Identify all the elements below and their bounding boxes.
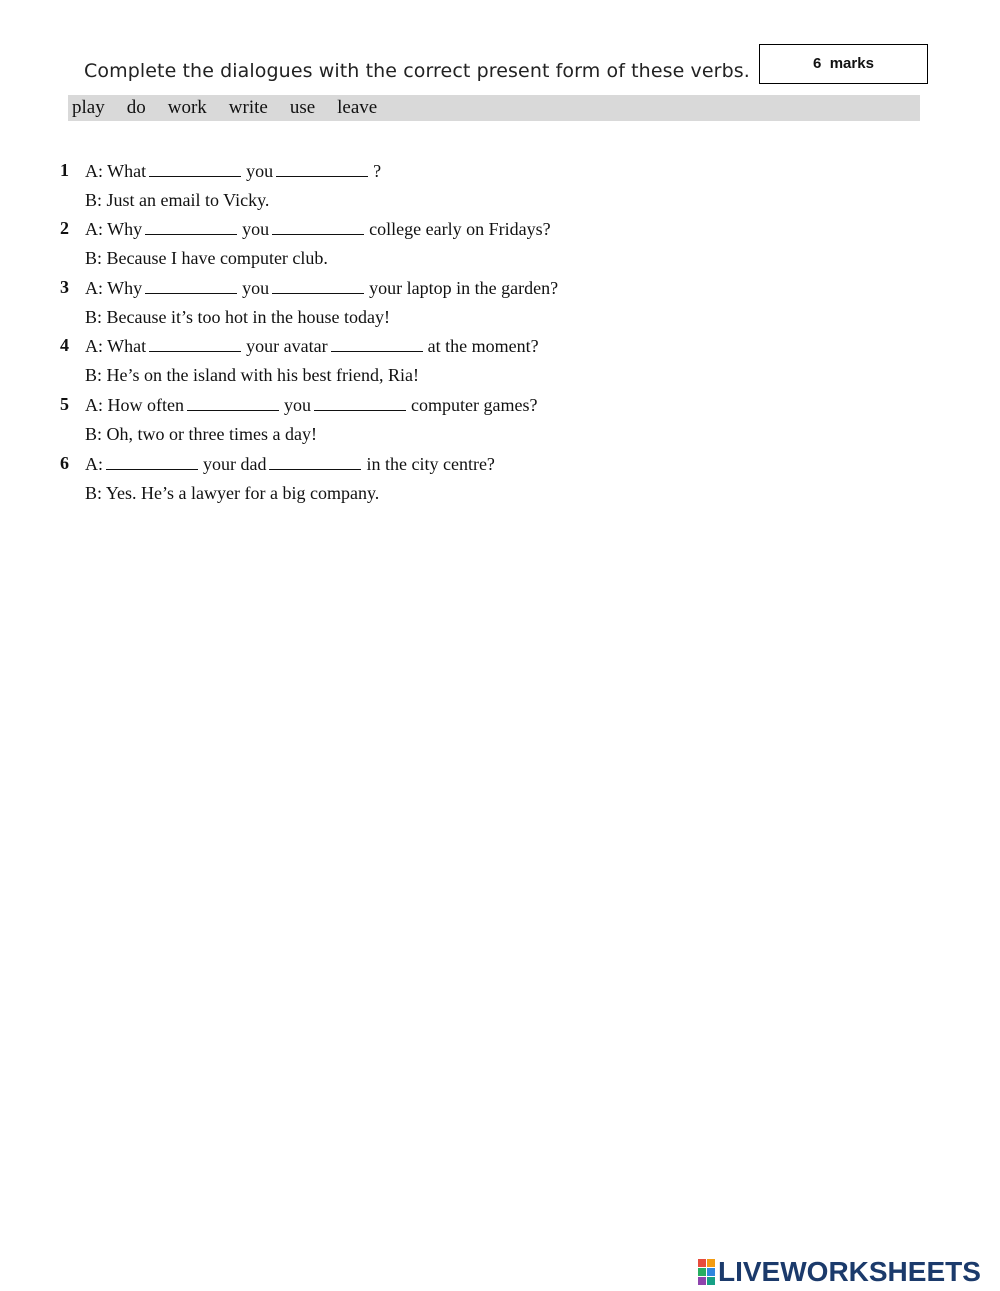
text-part: in the city centre? [366, 454, 495, 474]
word-bank-item: do [126, 97, 146, 118]
logo-block [707, 1268, 715, 1276]
line-b: B: Because I have computer club. [85, 248, 328, 268]
item-number: 3 [60, 277, 69, 297]
line-b: B: Because it’s too hot in the house today! [85, 307, 390, 327]
text-part: you [242, 219, 270, 239]
text-part: A: [85, 454, 103, 474]
item-number: 2 [60, 218, 69, 238]
answer-blank[interactable] [145, 219, 237, 235]
answer-blank[interactable] [269, 454, 361, 470]
line-a [85, 160, 381, 182]
answer-blank[interactable] [272, 219, 364, 235]
answer-blank[interactable] [145, 278, 237, 294]
item-number: 5 [60, 394, 69, 414]
item-number: 4 [60, 335, 69, 355]
text-part: ? [373, 161, 382, 181]
line-a [85, 394, 537, 416]
text-part: your avatar [246, 336, 328, 356]
line-a [85, 218, 551, 240]
line-a [85, 277, 558, 299]
word-bank-item: play [72, 97, 105, 118]
logo-block [698, 1259, 706, 1267]
answer-blank[interactable] [331, 336, 423, 352]
line-b: B: He’s on the island with his best friend, Ria! [85, 365, 419, 385]
text-part: your laptop in the garden? [369, 278, 559, 298]
answer-blank[interactable] [106, 454, 198, 470]
text-part: you [246, 161, 274, 181]
text-part: at the moment? [427, 336, 539, 356]
item-number: 1 [60, 160, 69, 180]
text-part: college early on Fridays? [369, 219, 551, 239]
logo-text: LIVEWORKSHEETS [718, 1256, 981, 1287]
item-number: 6 [60, 453, 69, 473]
word-bank [68, 95, 920, 121]
answer-blank[interactable] [276, 161, 368, 177]
word-bank-item: work [167, 97, 207, 118]
line-a [85, 453, 495, 475]
text-part: A: What [85, 161, 147, 181]
text-part: you [283, 395, 311, 415]
line-b: B: Just an email to Vicky. [85, 190, 270, 210]
logo-block [707, 1259, 715, 1267]
answer-blank[interactable] [149, 336, 241, 352]
line-b: B: Yes. He’s a lawyer for a big company. [85, 483, 380, 503]
word-bank-item: write [228, 97, 268, 118]
text-part: you [242, 278, 270, 298]
answer-blank[interactable] [149, 161, 241, 177]
word-bank-item: use [289, 97, 316, 118]
answer-blank[interactable] [314, 395, 406, 411]
text-part: A: What [85, 336, 147, 356]
answer-blank[interactable] [272, 278, 364, 294]
text-part: your dad [203, 454, 267, 474]
liveworksheets-logo [698, 1256, 981, 1288]
logo-block [698, 1268, 706, 1276]
text-part: A: Why [85, 219, 143, 239]
answer-blank[interactable] [187, 395, 279, 411]
line-b: B: Oh, two or three times a day! [85, 424, 317, 444]
logo-blocks-icon [698, 1259, 715, 1285]
logo-block [707, 1277, 715, 1285]
instructions-heading: Complete the dialogues with the correct present form of these verbs. [84, 60, 750, 82]
line-a [85, 335, 539, 357]
text-part: computer games? [410, 395, 538, 415]
logo-block [698, 1277, 706, 1285]
text-part: A: Why [85, 278, 143, 298]
word-bank-item: leave [337, 97, 378, 118]
text-part: A: How often [85, 395, 184, 415]
marks-box: 6 marks [759, 44, 928, 84]
